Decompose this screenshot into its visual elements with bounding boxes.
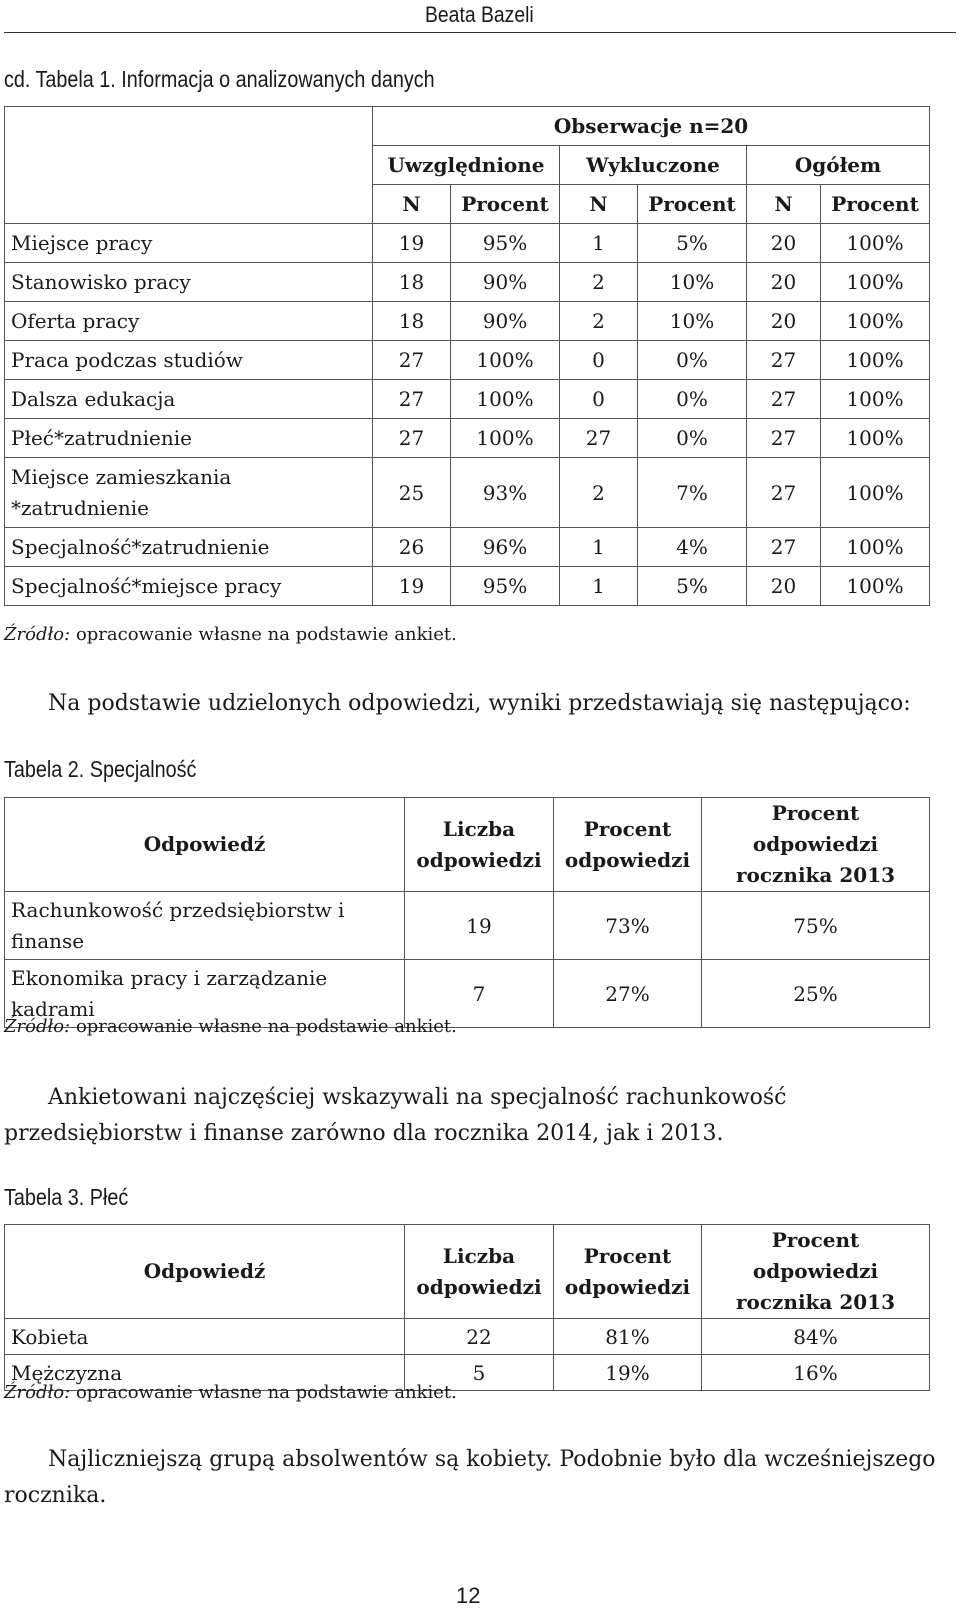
- table1-cell: 4%: [638, 528, 747, 567]
- table1-cell: 100%: [821, 419, 930, 458]
- table1-cell: 0%: [638, 380, 747, 419]
- table1-corner-cell: [5, 107, 373, 224]
- table3-cell: 81%: [554, 1319, 702, 1355]
- table1-cell: 27: [373, 380, 451, 419]
- table1-row-label: Oferta pracy: [5, 302, 373, 341]
- table2-cell: 73%: [554, 892, 702, 960]
- table1-column-header: Procent: [638, 185, 747, 224]
- table1: [4, 106, 930, 606]
- table1-cell: 18: [373, 263, 451, 302]
- running-header-author: Beata Bazeli: [425, 2, 534, 27]
- table1-group-header: Obserwacje n=20: [373, 107, 930, 146]
- table1-row-label: Specjalność*miejsce pracy: [5, 567, 373, 606]
- table-row: [5, 302, 930, 341]
- table1-column-header: N: [373, 185, 451, 224]
- table2-cell: 7: [405, 960, 554, 1028]
- table1-row-label: Stanowisko pracy: [5, 263, 373, 302]
- table1-row-label: Dalsza edukacja: [5, 380, 373, 419]
- table-row: [5, 341, 930, 380]
- table2-cell: 25%: [702, 960, 930, 1028]
- table3-cell: 19%: [554, 1355, 702, 1391]
- table1-cell: 10%: [638, 263, 747, 302]
- table1-cell: 5%: [638, 224, 747, 263]
- table1-cell: 1: [560, 224, 638, 263]
- table1-cell: 20: [747, 263, 821, 302]
- table1-caption: cd. Tabela 1. Informacja o analizowanych danych: [4, 66, 435, 92]
- table1-cell: 2: [560, 458, 638, 528]
- paragraph-3: Najliczniejszą grupą absolwentów są kobiety. Podobnie było dla wcześniejszego rocznika.: [4, 1447, 936, 1508]
- table1-cell: 5%: [638, 567, 747, 606]
- table-row: [5, 567, 930, 606]
- table1-cell: 20: [747, 302, 821, 341]
- table3-header: Procent odpowiedzi: [554, 1225, 702, 1319]
- table1-subgroup-header: Wykluczone: [560, 146, 747, 185]
- table1-cell: 93%: [451, 458, 560, 528]
- table1-cell: 2: [560, 302, 638, 341]
- table1-cell: 0%: [638, 419, 747, 458]
- table2-header: Procent odpowiedzi: [554, 798, 702, 892]
- table1-cell: 26: [373, 528, 451, 567]
- table3-header: Odpowiedź: [5, 1225, 405, 1319]
- table-row: [5, 224, 930, 263]
- table1-cell: 19: [373, 224, 451, 263]
- table1-row-label: Miejsce zamieszkania *zatrudnienie: [5, 458, 373, 528]
- table1-cell: 95%: [451, 567, 560, 606]
- table1-cell: 27: [373, 419, 451, 458]
- table2-cell: 27%: [554, 960, 702, 1028]
- table1-cell: 96%: [451, 528, 560, 567]
- table1-cell: 0: [560, 380, 638, 419]
- table1-row-label: Płeć*zatrudnienie: [5, 419, 373, 458]
- table2-source: Źródło: opracowanie własne na podstawie ankiet.: [4, 1016, 457, 1037]
- table1-cell: 0%: [638, 341, 747, 380]
- table2-header: Odpowiedź: [5, 798, 405, 892]
- table3-header: Procent odpowiedzi rocznika 2013: [702, 1225, 930, 1319]
- table2-header: Liczba odpowiedzi: [405, 798, 554, 892]
- table1-cell: 0: [560, 341, 638, 380]
- table1-row-label: Miejsce pracy: [5, 224, 373, 263]
- table1-subgroup-header: Ogółem: [747, 146, 930, 185]
- table1-row-label: Praca podczas studiów: [5, 341, 373, 380]
- table1-cell: 27: [747, 380, 821, 419]
- table-row: [5, 419, 930, 458]
- table1-cell: 100%: [451, 380, 560, 419]
- table-row: [5, 528, 930, 567]
- table1-subgroup-header: Uwzględnione: [373, 146, 560, 185]
- table1-cell: 27: [747, 341, 821, 380]
- table2-row-label: Ekonomika pracy i zarządzanie kadrami: [5, 960, 405, 1028]
- table1-row-label: Specjalność*zatrudnienie: [5, 528, 373, 567]
- table3: [4, 1224, 930, 1391]
- table1-cell: 1: [560, 567, 638, 606]
- table1-cell: 100%: [821, 528, 930, 567]
- table-row: [5, 263, 930, 302]
- table1-cell: 95%: [451, 224, 560, 263]
- table3-row-label: Kobieta: [5, 1319, 405, 1355]
- table1-cell: 19: [373, 567, 451, 606]
- table1-cell: 27: [747, 419, 821, 458]
- table1-column-header: Procent: [821, 185, 930, 224]
- page-number: 12: [456, 1583, 481, 1608]
- table1-cell: 100%: [821, 341, 930, 380]
- table1-cell: 7%: [638, 458, 747, 528]
- table2-row-label: Rachunkowość przedsiębiorstw i finanse: [5, 892, 405, 960]
- table1-cell: 100%: [821, 302, 930, 341]
- table1-cell: 100%: [821, 458, 930, 528]
- table1-cell: 25: [373, 458, 451, 528]
- table3-cell: 5: [405, 1355, 554, 1391]
- table1-cell: 100%: [821, 567, 930, 606]
- table3-cell: 22: [405, 1319, 554, 1355]
- table1-cell: 100%: [821, 263, 930, 302]
- table2: [4, 797, 930, 1028]
- table3-caption: Tabela 3. Płeć: [4, 1184, 129, 1210]
- table3-cell: 84%: [702, 1319, 930, 1355]
- table1-cell: 100%: [451, 419, 560, 458]
- table1-cell: 27: [747, 528, 821, 567]
- table1-cell: 27: [747, 458, 821, 528]
- table1-cell: 27: [373, 341, 451, 380]
- paragraph-1: Na podstawie udzielonych odpowiedzi, wyniki przedstawiają się następująco:: [48, 691, 911, 716]
- table2-cell: 19: [405, 892, 554, 960]
- table2-header: Procent odpowiedzi rocznika 2013: [702, 798, 930, 892]
- table-row: [5, 380, 930, 419]
- paragraph-2: Ankietowani najczęściej wskazywali na specjalność rachunkowość przedsiębiorstw i finanse zarówno dla rocznika 2014, jak i 2013.: [4, 1085, 787, 1146]
- table-row: [5, 458, 930, 528]
- table1-column-header: N: [747, 185, 821, 224]
- table2-cell: 75%: [702, 892, 930, 960]
- table1-cell: 90%: [451, 263, 560, 302]
- table3-header: Liczba odpowiedzi: [405, 1225, 554, 1319]
- table3-cell: 16%: [702, 1355, 930, 1391]
- table1-cell: 20: [747, 224, 821, 263]
- table1-cell: 27: [560, 419, 638, 458]
- header-rule: [4, 32, 956, 33]
- table2-caption: Tabela 2. Specjalność: [4, 756, 197, 782]
- table3-source: Źródło: opracowanie własne na podstawie ankiet.: [4, 1382, 457, 1403]
- table1-cell: 18: [373, 302, 451, 341]
- table1-column-header: N: [560, 185, 638, 224]
- table1-cell: 90%: [451, 302, 560, 341]
- table1-source: Źródło: opracowanie własne na podstawie ankiet.: [4, 624, 457, 645]
- table1-cell: 100%: [451, 341, 560, 380]
- table1-cell: 1: [560, 528, 638, 567]
- table1-column-header: Procent: [451, 185, 560, 224]
- table1-cell: 100%: [821, 380, 930, 419]
- table1-cell: 100%: [821, 224, 930, 263]
- table3-row-label: Mężczyzna: [5, 1355, 405, 1391]
- table1-cell: 20: [747, 567, 821, 606]
- table1-cell: 2: [560, 263, 638, 302]
- table1-cell: 10%: [638, 302, 747, 341]
